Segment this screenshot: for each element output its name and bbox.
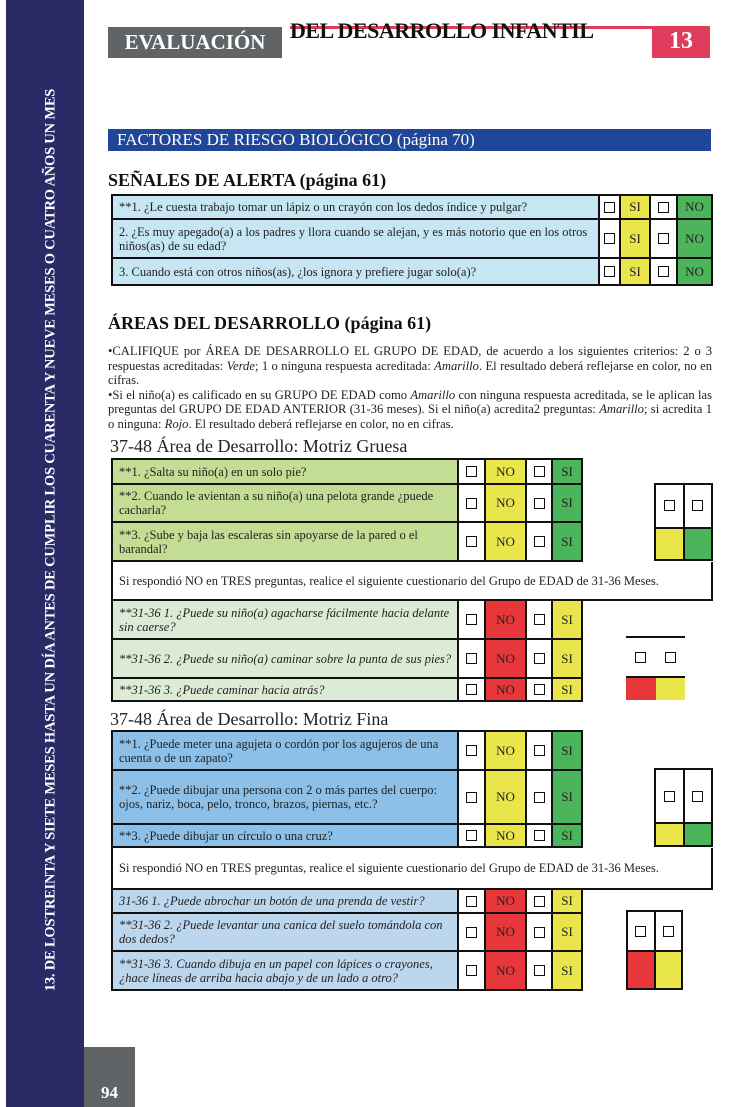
checkbox-b[interactable] — [651, 259, 678, 284]
checkbox-si[interactable] — [527, 825, 553, 848]
result-checkbox-red[interactable] — [626, 638, 656, 676]
table-row — [113, 825, 583, 848]
answer-label: SI — [621, 220, 651, 259]
checkbox-b[interactable] — [651, 220, 678, 259]
checkbox-si[interactable] — [527, 952, 553, 991]
answer-label: SI — [553, 732, 583, 771]
answer-label: NO — [486, 601, 527, 640]
answer-label: SI — [553, 523, 583, 562]
side-banner-text: 13. DE LOSTREINTA Y SIETE MESES HASTA UN DÍA ANTES DE CUMPLIR LOS CUARENTA Y NUEVE MESES O CUATRO AÑOS UN MES — [42, 88, 59, 992]
factores-banner: FACTORES DE RIESGO BIOLÓGICO (página 70) — [108, 129, 711, 151]
question-text: **31-36 2. ¿Puede su niño(a) caminar sobre la punta de sus pies? — [113, 640, 459, 679]
table-row — [113, 485, 583, 523]
question-text: **2. Cuando le avientan a su niño(a) una pelota grande ¿puede cacharla? — [113, 485, 459, 523]
gruesa-sub-result-box — [626, 638, 685, 700]
answer-label: NO — [486, 732, 527, 771]
checkbox-si[interactable] — [527, 890, 553, 914]
question-text: **3. ¿Puede dibujar un círculo o una cruz? — [113, 825, 459, 848]
question-text: **2. ¿Puede dibujar una persona con 2 o más partes del cuerpo: ojos, nariz, boca, pelo, tronco, brazos, piernas, etc.? — [113, 771, 459, 825]
checkbox-no[interactable] — [459, 952, 486, 991]
checkbox-no[interactable] — [459, 601, 486, 640]
instruction-2: •Si el niño(a) es calificado en su GRUPO DE EDAD como Amarillo con ninguna respuesta acreditada, se le aplican las preguntas del GRUPO DE EDAD ANTERIOR (31-36 meses). Si el niño(a) acredita2 preguntas: Amarillo; si acredita 1 o ninguna: Rojo. El resultado deberá reflejarse en color, no en cifras. — [108, 387, 712, 431]
result-red-swatch — [626, 678, 656, 700]
checkbox-si[interactable] — [527, 679, 553, 702]
answer-label: NO — [486, 640, 527, 679]
fina-table — [111, 730, 713, 991]
follow-up-note: Si respondió NO en TRES preguntas, realice el siguiente cuestionario del Grupo de EDAD de 31-36 Meses. — [111, 848, 713, 890]
question-group — [111, 730, 583, 848]
senales-table — [111, 194, 713, 286]
answer-label: NO — [678, 220, 711, 259]
answer-label: NO — [678, 259, 711, 284]
result-checkbox-yellow[interactable] — [656, 770, 683, 822]
result-checkbox-yellow[interactable] — [656, 638, 686, 676]
answer-label: SI — [553, 771, 583, 825]
checkbox-no[interactable] — [459, 732, 486, 771]
checkbox-si[interactable] — [527, 771, 553, 825]
instructions — [108, 344, 712, 432]
checkbox-no[interactable] — [459, 523, 486, 562]
checkbox-si[interactable] — [527, 914, 553, 952]
answer-label: SI — [553, 890, 583, 914]
answer-label: SI — [553, 952, 583, 991]
checkbox-a[interactable] — [600, 220, 621, 259]
answer-label: NO — [486, 771, 527, 825]
checkbox-si[interactable] — [527, 460, 553, 485]
table-row — [113, 771, 583, 825]
result-yellow-swatch — [656, 824, 683, 845]
table-row — [113, 601, 583, 640]
answer-label: NO — [486, 679, 527, 702]
question-text: 31-36 1. ¿Puede abrochar un botón de una prenda de vestir? — [113, 890, 459, 914]
result-green-swatch — [685, 529, 712, 560]
areas-title: ÁREAS DEL DESARROLLO (página 61) — [108, 313, 432, 333]
checkbox-a[interactable] — [600, 259, 621, 284]
checkbox-si[interactable] — [527, 732, 553, 771]
result-green-swatch — [685, 824, 712, 845]
table-row — [113, 890, 583, 914]
question-text: 2. ¿Es muy apegado(a) a los padres y llora cuando se alejan, y es más notorio que en los otros niños(as) de su edad? — [113, 220, 600, 259]
question-group — [111, 458, 583, 562]
question-text: **1. ¿Le cuesta trabajo tomar un lápiz o un crayón con los dedos índice y pulgar? — [113, 196, 600, 220]
gruesa-title: 37-48 Área de Desarrollo: Motriz Gruesa — [110, 436, 408, 456]
question-text: **1. ¿Salta su niño(a) en un solo pie? — [113, 460, 459, 485]
page-number: 94 — [84, 1047, 135, 1107]
question-text: **31-36 3. Cuando dibuja en un papel con lápices o crayones, ¿hace líneas de arriba hacia abajo y de un lado a otro? — [113, 952, 459, 991]
answer-label: SI — [553, 679, 583, 702]
result-yellow-swatch — [656, 678, 686, 700]
fina-result-box — [654, 768, 713, 847]
question-text: **1. ¿Puede meter una agujeta o cordón por los agujeros de una cuenta o de un zapato? — [113, 732, 459, 771]
gruesa-result-box — [654, 483, 713, 561]
checkbox-si[interactable] — [527, 523, 553, 562]
sub-question-group — [111, 601, 583, 702]
answer-label: NO — [486, 523, 527, 562]
checkbox-no[interactable] — [459, 890, 486, 914]
table-row — [113, 220, 711, 259]
answer-label: SI — [553, 640, 583, 679]
fina-title: 37-48 Área de Desarrollo: Motriz Fina — [110, 709, 389, 729]
question-text: **31-36 1. ¿Puede su niño(a) agacharse fácilmente hacia delante sin caerse? — [113, 601, 459, 640]
result-yellow-swatch — [656, 952, 682, 988]
table-row — [113, 460, 583, 485]
result-checkbox-yellow[interactable] — [656, 485, 683, 527]
result-yellow-swatch — [656, 529, 683, 560]
header-evaluacion: EVALUACIÓN — [108, 27, 282, 58]
result-checkbox-green[interactable] — [685, 770, 712, 822]
table-row — [113, 640, 583, 679]
checkbox-si[interactable] — [527, 485, 553, 523]
answer-label: SI — [553, 460, 583, 485]
result-checkbox-green[interactable] — [685, 485, 712, 527]
answer-label: NO — [678, 196, 711, 220]
checkbox-b[interactable] — [651, 196, 678, 220]
sub-question-group — [111, 890, 583, 991]
checkbox-si[interactable] — [527, 601, 553, 640]
checkbox-no[interactable] — [459, 914, 486, 952]
answer-label: NO — [486, 914, 527, 952]
question-text: **31-36 3. ¿Puede caminar hacia atrás? — [113, 679, 459, 702]
senales-title: SEÑALES DE ALERTA (página 61) — [108, 170, 387, 190]
header-title: DEL DESARROLLO INFANTIL — [290, 18, 594, 43]
answer-label: NO — [486, 485, 527, 523]
gruesa-table — [111, 458, 713, 702]
table-row — [113, 259, 711, 284]
result-checkbox-yellow[interactable] — [656, 912, 682, 950]
checkbox-no[interactable] — [459, 771, 486, 825]
table-row — [113, 914, 583, 952]
checkbox-a[interactable] — [600, 196, 621, 220]
result-checkbox-red[interactable] — [628, 912, 654, 950]
fina-sub-result-box — [626, 910, 683, 990]
table-row — [113, 732, 583, 771]
checkbox-no[interactable] — [459, 640, 486, 679]
checkbox-no[interactable] — [459, 679, 486, 702]
follow-up-note: Si respondió NO en TRES preguntas, realice el siguiente cuestionario del Grupo de EDAD de 31-36 Meses. — [111, 562, 713, 601]
table-row — [113, 679, 583, 702]
checkbox-no[interactable] — [459, 485, 486, 523]
answer-label: SI — [553, 485, 583, 523]
side-banner — [6, 0, 84, 1107]
question-text: **3. ¿Sube y baja las escaleras sin apoyarse de la pared o el barandal? — [113, 523, 459, 562]
result-red-swatch — [628, 952, 654, 988]
checkbox-no[interactable] — [459, 460, 486, 485]
table-row — [113, 196, 711, 220]
section-number: 13 — [652, 28, 710, 58]
answer-label: SI — [553, 914, 583, 952]
answer-label: SI — [621, 259, 651, 284]
question-text: 3. Cuando está con otros niños(as), ¿los ignora y prefiere jugar solo(a)? — [113, 259, 600, 284]
instruction-1: •CALIFIQUE por ÁREA DE DESARROLLO EL GRUPO DE EDAD, de acuerdo a los siguientes criterios: 2 o 3 respuestas acreditadas: Verde; 1 o ninguna respuesta acreditada: Amarillo. El resultado deberá reflejarse en color, no en cifras. — [108, 344, 712, 388]
checkbox-si[interactable] — [527, 640, 553, 679]
answer-label: NO — [486, 952, 527, 991]
answer-label: NO — [486, 460, 527, 485]
table-row — [113, 523, 583, 562]
answer-label: SI — [553, 601, 583, 640]
answer-label: NO — [486, 890, 527, 914]
question-text: **31-36 2. ¿Puede levantar una canica del suelo tomándola con dos dedos? — [113, 914, 459, 952]
answer-label: SI — [553, 825, 583, 848]
table-row — [113, 952, 583, 991]
answer-label: SI — [621, 196, 651, 220]
checkbox-no[interactable] — [459, 825, 486, 848]
answer-label: NO — [486, 825, 527, 848]
